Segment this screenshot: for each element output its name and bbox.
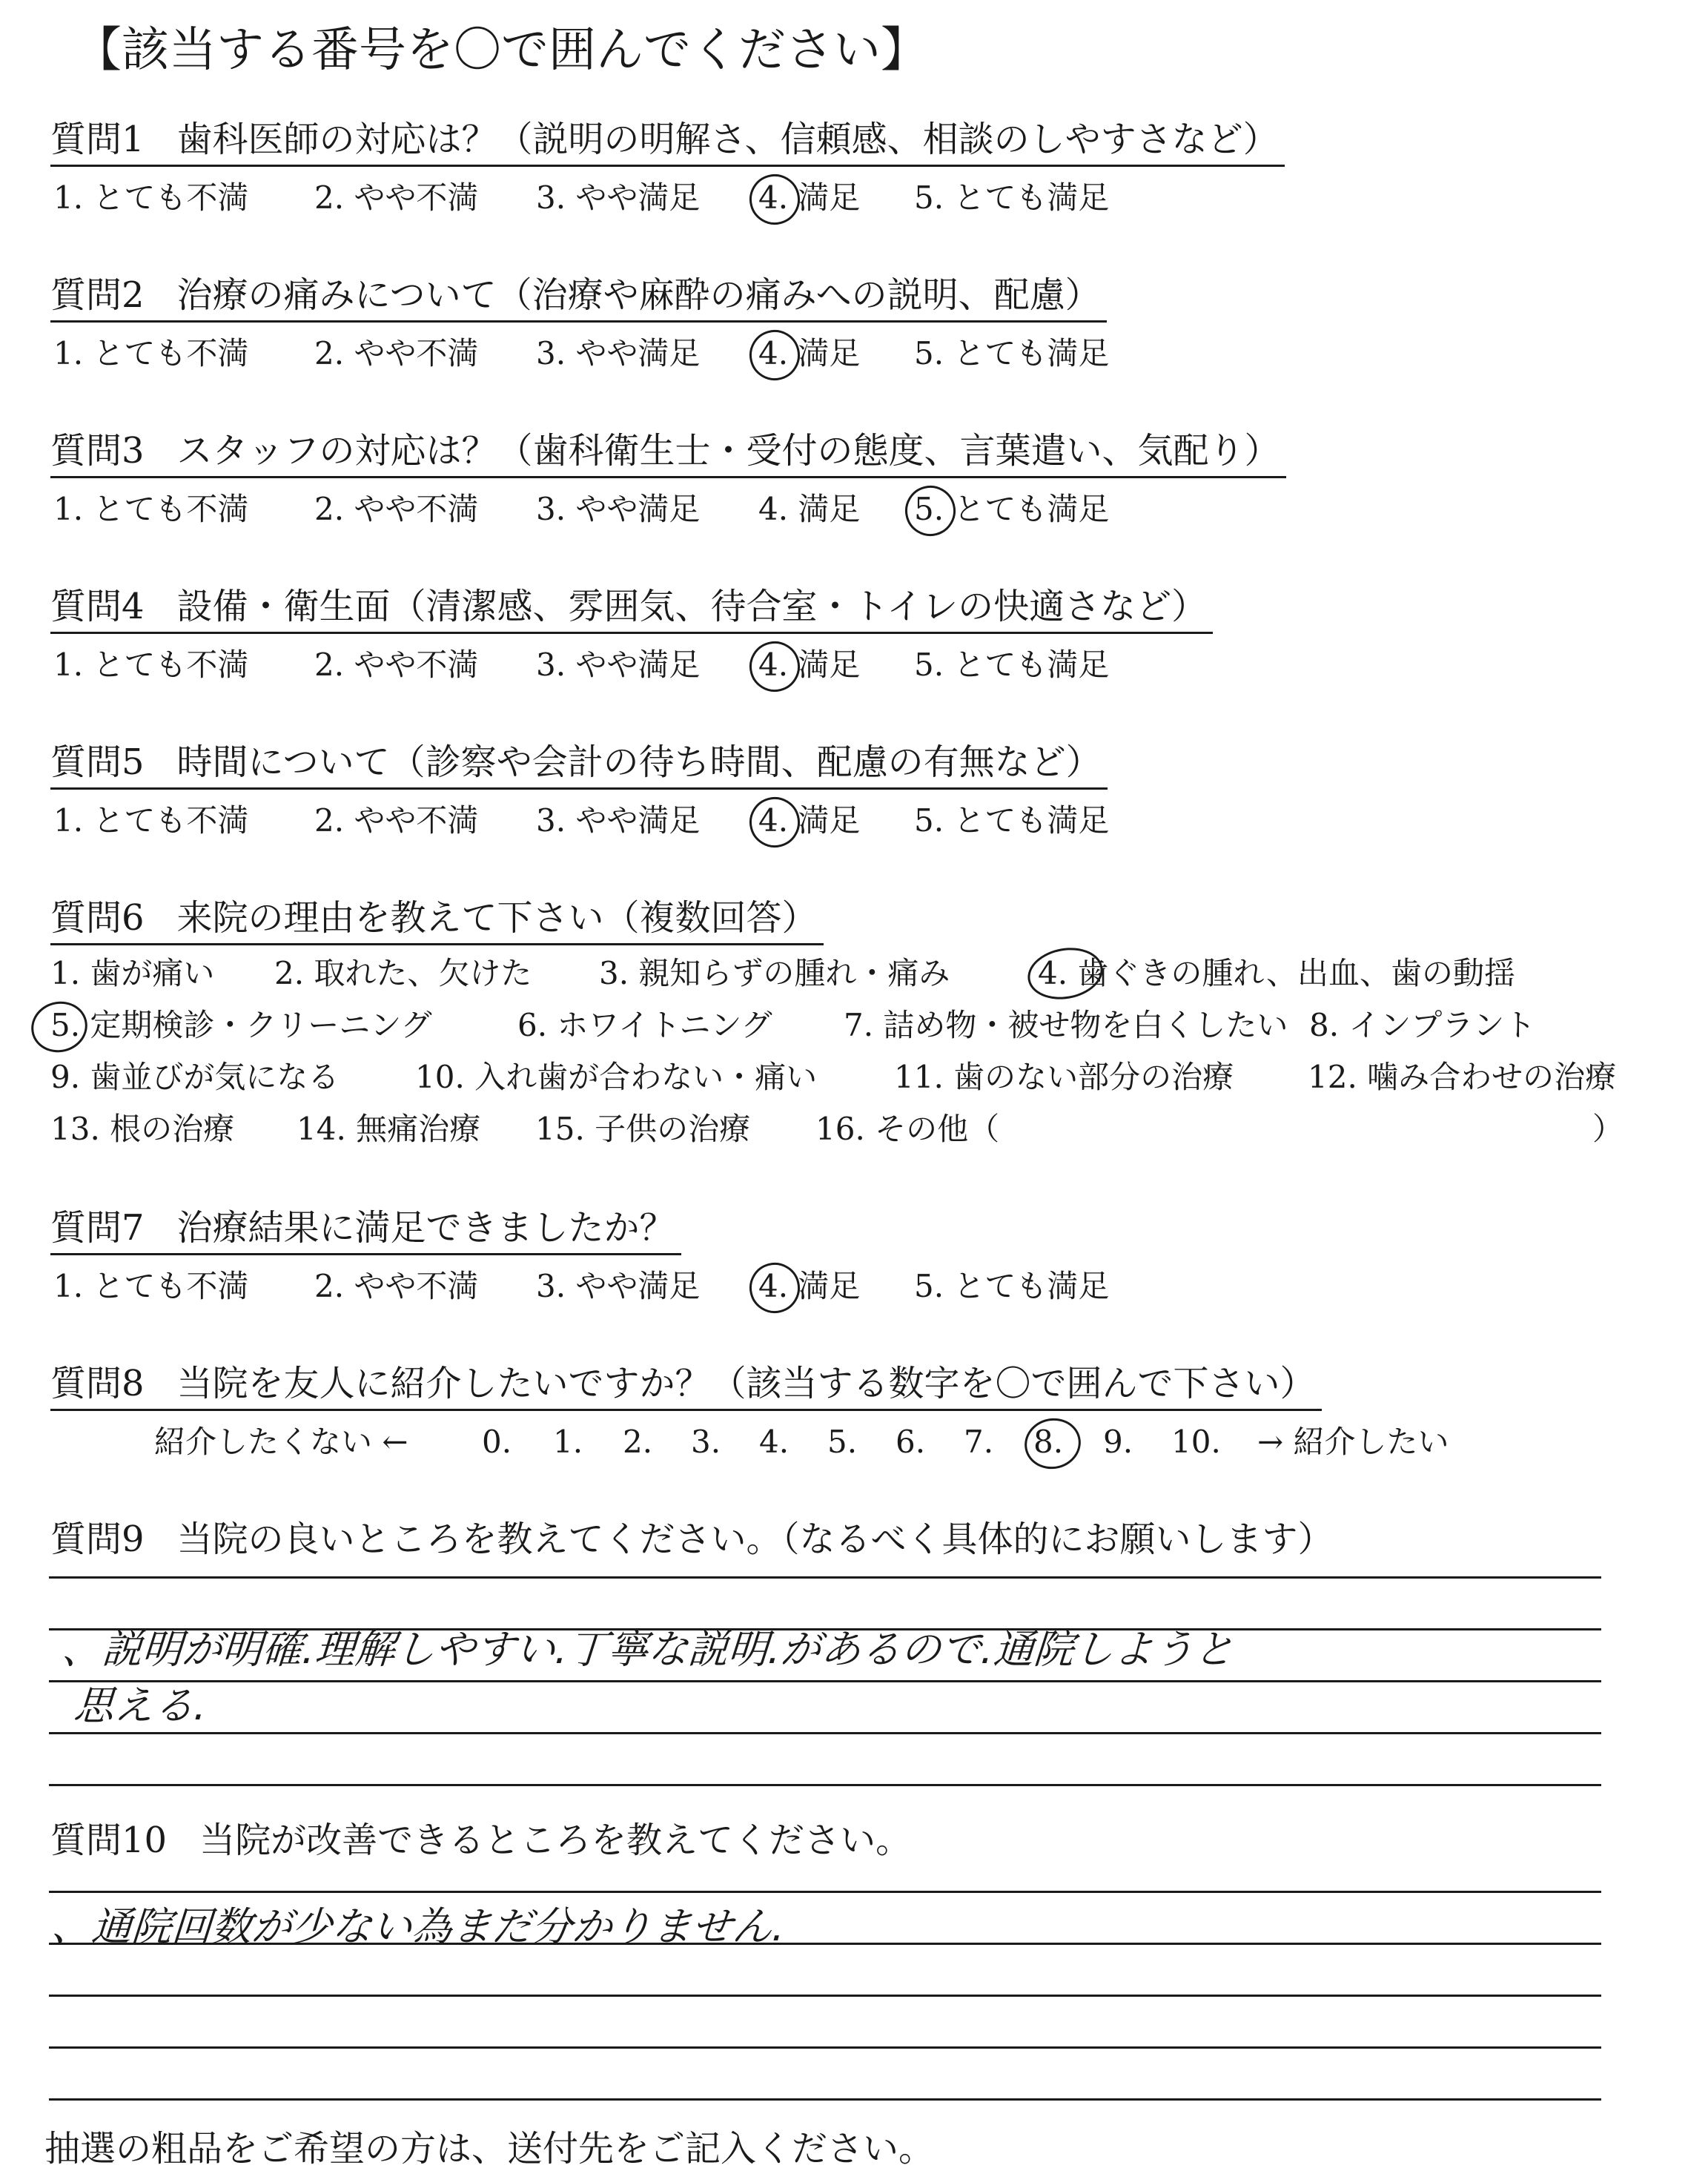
rating-option-2[interactable]: 2. やや不満 <box>314 491 479 527</box>
rating-option-3[interactable]: 3. やや満足 <box>536 1268 701 1304</box>
scale-option-9[interactable]: 9. <box>1103 1424 1133 1460</box>
answer-line <box>49 1732 1601 1734</box>
reason-option-1[interactable]: 1. 歯が痛い <box>50 955 215 991</box>
rating-option-2[interactable]: 2. やや不満 <box>314 335 479 371</box>
scale-option-1[interactable]: 1. <box>553 1424 583 1460</box>
reason-option-12[interactable]: 12. 噛み合わせの治療 <box>1308 1059 1617 1095</box>
question-9 <box>50 1517 1340 1564</box>
question-text: 当院が改善できるところを教えてください。 <box>199 1820 912 1861</box>
rating-option-2[interactable]: 2. やや不満 <box>314 802 479 839</box>
reason-option-15[interactable]: 15. 子供の治療 <box>535 1111 751 1147</box>
rating-option-1[interactable]: 1. とても不満 <box>53 647 249 683</box>
answer-line <box>49 2098 1601 2101</box>
answer-line <box>49 1995 1601 1997</box>
reason-option-4[interactable]: 4. 歯ぐきの腫れ、出血、歯の動揺 <box>1038 953 1515 994</box>
reason-row-3 <box>50 1057 1617 1108</box>
selection-circle <box>1020 1413 1085 1474</box>
rating-option-1[interactable]: 1. とても不満 <box>53 179 249 216</box>
question-3-title <box>50 429 1286 478</box>
scale-option-8[interactable]: 8. <box>1033 1421 1063 1463</box>
scale-option-6[interactable]: 6. <box>896 1424 926 1460</box>
reason-row-4 <box>50 1108 1624 1160</box>
q9-handwritten-answer-1: 、説明が明確.理解しやすい.丁寧な説明.があるので.通院しようと <box>60 1626 1236 1673</box>
rating-option-4[interactable]: 4. 満足 <box>758 491 861 527</box>
rating-options <box>50 800 1108 845</box>
question-number: 質問5 <box>50 741 145 783</box>
rating-option-5[interactable]: 5. とても満足 <box>914 489 1109 530</box>
rating-option-4[interactable]: 4. 満足 <box>758 644 860 686</box>
question-8-title <box>50 1361 1322 1411</box>
rating-option-2[interactable]: 2. やや不満 <box>314 179 479 216</box>
q10-handwritten-answer: 、通院回数が少ない為まだ分かりません. <box>50 1903 787 1950</box>
reason-option-9[interactable]: 9. 歯並びが気になる <box>50 1059 340 1095</box>
question-10-title <box>50 1818 917 1866</box>
rating-option-5[interactable]: 5. とても満足 <box>914 179 1110 216</box>
scale-left-label: 紹介したくない ← <box>154 1424 408 1460</box>
rating-option-4[interactable]: 4. 満足 <box>758 1266 860 1307</box>
question-4-title <box>50 584 1213 634</box>
rating-options <box>50 177 1285 222</box>
rating-option-3[interactable]: 3. やや満足 <box>536 335 701 371</box>
rating-option-5[interactable]: 5. とても満足 <box>914 647 1110 683</box>
question-number: 質問8 <box>50 1363 145 1404</box>
question-4 <box>50 584 1213 689</box>
reason-row-1 <box>50 953 1515 1005</box>
question-number: 質問1 <box>50 119 145 160</box>
question-7-title <box>50 1206 681 1255</box>
answer-line <box>49 2046 1601 2049</box>
reason-other-close: ） <box>1592 1111 1624 1147</box>
question-number: 質問3 <box>50 430 145 472</box>
reason-options <box>50 953 1624 1160</box>
question-text: 来院の理由を教えて下さい（複数回答） <box>176 897 818 939</box>
reason-option-3[interactable]: 3. 親知らずの腫れ・痛み <box>599 955 950 991</box>
selection-circle <box>744 792 805 853</box>
question-number: 質問7 <box>50 1207 145 1249</box>
q9-handwritten-answer-2: 思える. <box>72 1682 209 1729</box>
rating-options <box>50 644 1213 689</box>
question-text: 歯科医師の対応は？（説明の明解さ、信頼感、相談のしやすさなど） <box>176 119 1279 160</box>
scale-option-3[interactable]: 3. <box>691 1424 721 1460</box>
question-text: スタッフの対応は？（歯科衛生士・受付の態度、言葉遣い、気配り） <box>176 430 1280 472</box>
question-3 <box>50 429 1286 533</box>
selection-circle <box>744 1258 805 1318</box>
question-2-title <box>50 273 1107 323</box>
question-9-title <box>50 1517 1340 1564</box>
question-text: 当院を友人に紹介したいですか？（該当する数字を〇で囲んで下さい） <box>176 1363 1316 1404</box>
rating-option-4[interactable]: 4. 満足 <box>758 800 860 842</box>
reason-option-2[interactable]: 2. 取れた、欠けた <box>274 955 532 991</box>
scale-option-0[interactable]: 0. <box>482 1424 512 1460</box>
rating-option-1[interactable]: 1. とても不満 <box>53 802 249 839</box>
question-10 <box>50 1818 917 1866</box>
question-number: 質問4 <box>50 586 145 627</box>
scale-option-2[interactable]: 2. <box>623 1424 653 1460</box>
rating-option-4[interactable]: 4. 満足 <box>758 333 860 374</box>
question-text: 設備・衛生面（清潔感、雰囲気、待合室・トイレの快適さなど） <box>176 586 1208 627</box>
reason-option-6[interactable]: 6. ホワイトニング <box>517 1007 772 1043</box>
question-5 <box>50 740 1108 845</box>
rating-option-1[interactable]: 1. とても不満 <box>53 491 249 527</box>
selection-circle <box>744 636 805 697</box>
selection-circle <box>900 480 961 541</box>
question-6-title <box>50 896 824 945</box>
footer-note: 抽選の粗品をご希望の方は、送付先をご記入ください。 <box>44 2128 935 2170</box>
question-8 <box>50 1361 1449 1469</box>
scale-option-10[interactable]: 10. <box>1171 1424 1221 1460</box>
rating-option-3[interactable]: 3. やや満足 <box>536 491 701 527</box>
reason-option-5[interactable]: 5. 定期検診・クリーニング <box>50 1005 432 1046</box>
rating-option-4[interactable]: 4. 満足 <box>758 177 860 219</box>
question-6 <box>50 896 1624 1160</box>
question-text: 当院の良いところを教えてください。（なるべく具体的にお願いします） <box>176 1519 1334 1560</box>
rating-option-1[interactable]: 1. とても不満 <box>53 1268 249 1304</box>
rating-option-3[interactable]: 3. やや満足 <box>536 647 701 683</box>
answer-line <box>49 1784 1601 1786</box>
rating-options <box>50 489 1286 533</box>
selection-circle <box>744 325 805 386</box>
selection-circle <box>744 169 805 230</box>
scale-option-4[interactable]: 4. <box>759 1424 790 1460</box>
question-number: 質問6 <box>50 897 145 939</box>
rating-option-5[interactable]: 5. とても満足 <box>914 802 1110 839</box>
scale-option-5[interactable]: 5. <box>827 1424 858 1460</box>
reason-option-8[interactable]: 8. インプラント <box>1309 1007 1536 1043</box>
reason-option-11[interactable]: 11. 歯のない部分の治療 <box>894 1059 1234 1095</box>
question-text: 時間について（診察や会計の待ち時間、配慮の有無など） <box>176 741 1102 783</box>
scale-option-7[interactable]: 7. <box>964 1424 994 1460</box>
rating-option-2[interactable]: 2. やや不満 <box>314 647 479 683</box>
reason-option-7[interactable]: 7. 詰め物・被せ物を白くしたい <box>844 1007 1288 1043</box>
reason-option-10[interactable]: 10. 入れ歯が合わない・痛い <box>415 1059 818 1095</box>
rating-option-5[interactable]: 5. とても満足 <box>914 335 1110 371</box>
selection-circle <box>26 996 93 1058</box>
reason-option-13[interactable]: 13. 根の治療 <box>50 1111 235 1147</box>
question-text: 治療の痛みについて（治療や麻酔の痛みへの説明、配慮） <box>176 274 1101 316</box>
reason-option-16[interactable]: 16. その他（ <box>815 1111 1000 1147</box>
answer-line <box>49 1576 1601 1579</box>
rating-option-1[interactable]: 1. とても不満 <box>53 335 249 371</box>
question-7 <box>50 1206 1110 1310</box>
rating-option-5[interactable]: 5. とても満足 <box>914 1268 1110 1304</box>
question-1 <box>50 117 1285 222</box>
question-2 <box>50 273 1110 377</box>
answer-line <box>49 1891 1601 1893</box>
question-number: 質問2 <box>50 274 145 316</box>
question-5-title <box>50 740 1108 790</box>
rating-option-2[interactable]: 2. やや不満 <box>314 1268 479 1304</box>
recommend-scale <box>50 1421 1449 1469</box>
reason-row-2 <box>50 1005 1536 1057</box>
rating-options <box>50 1266 1110 1310</box>
question-1-title <box>50 117 1285 167</box>
reason-option-14[interactable]: 14. 無痛治療 <box>297 1111 481 1147</box>
question-number: 質問9 <box>50 1519 145 1560</box>
rating-option-3[interactable]: 3. やや満足 <box>536 802 701 839</box>
instruction-header: 【該当する番号を〇で囲んでください】 <box>74 23 928 78</box>
rating-option-3[interactable]: 3. やや満足 <box>536 179 701 216</box>
scale-right-label: → 紹介したい <box>1257 1424 1449 1460</box>
answer-line <box>49 1680 1601 1682</box>
question-number: 質問10 <box>50 1820 168 1861</box>
selection-circle <box>1024 942 1107 1005</box>
rating-options <box>50 333 1110 377</box>
question-text: 治療結果に満足できましたか？ <box>176 1207 675 1249</box>
